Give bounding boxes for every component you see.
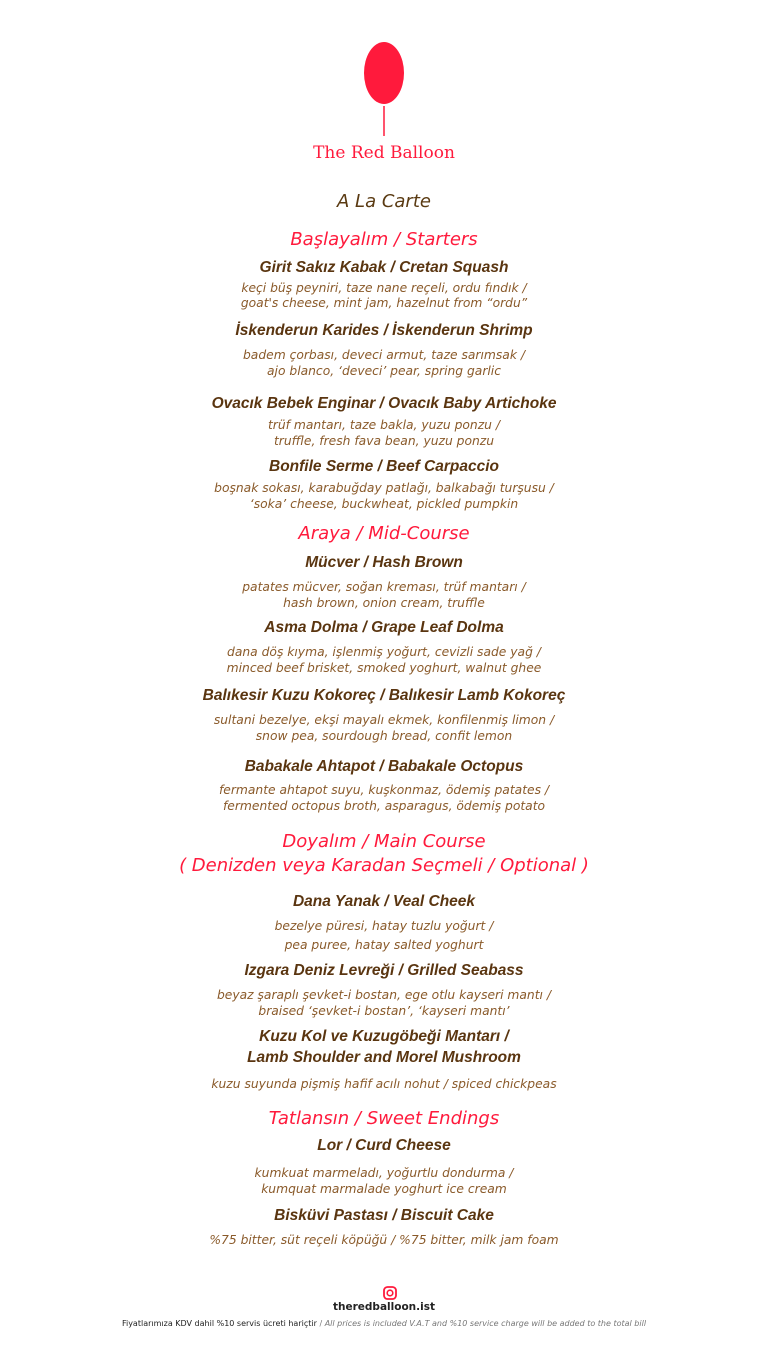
dish-name: Dana Yanak / Veal Cheek — [292, 893, 476, 910]
section-title: Tatlansın / Sweet Endings — [268, 1108, 500, 1129]
dish-desc: boşnak sokası, karabuğday patlağı, balkabağı turşusu / — [214, 481, 554, 495]
dish-desc: braised ‘şevket-i bostan’, ‘kayseri mantı’ — [258, 1004, 510, 1018]
dish-desc: pea puree, hatay salted yoghurt — [284, 938, 484, 952]
dish-name: Ovacık Bebek Enginar / Ovacık Baby Artichoke — [211, 395, 557, 412]
dish-name: Babakale Ahtapot / Babakale Octopus — [244, 758, 524, 775]
dish-desc: goat's cheese, mint jam, hazelnut from “ordu” — [240, 296, 528, 310]
dish-name: İskenderun Karides / İskenderun Shrimp — [235, 322, 533, 339]
section-subtitle: ( Denizden veya Karadan Seçmeli / Optional ) — [179, 855, 589, 876]
price-note-en: All prices is included V.A.T and %10 service charge will be added to the total bill — [324, 1319, 647, 1328]
dish-name: Lamb Shoulder and Morel Mushroom — [247, 1049, 521, 1066]
dish-name: Bisküvi Pastası / Biscuit Cake — [274, 1207, 494, 1224]
dish-name: Mücver / Hash Brown — [305, 554, 463, 571]
dish-desc: fermented octopus broth, asparagus, ödemiş potato — [222, 799, 546, 813]
dish-desc: keçi büş peyniri, taze nane reçeli, ordu fındık / — [241, 281, 527, 295]
menu-title: A La Carte — [337, 191, 431, 212]
dish-name: Girit Sakız Kabak / Cretan Squash — [259, 259, 509, 276]
dish-name: Balıkesir Kuzu Kokoreç / Balıkesir Lamb Kokoreç — [202, 687, 566, 704]
dish-desc: dana döş kıyma, işlenmiş yoğurt, cevizli sade yağ / — [227, 645, 541, 659]
dish-desc: sultani bezelye, ekşi mayalı ekmek, konfilenmiş limon / — [213, 713, 555, 727]
dish-desc: %75 bitter, süt reçeli köpüğü / %75 bitter, milk jam foam — [209, 1233, 559, 1247]
dish-desc: kumquat marmalade yoghurt ice cream — [261, 1182, 507, 1196]
brand-name: The Red Balloon — [313, 143, 455, 163]
dish-desc: trüf mantarı, taze bakla, yuzu ponzu / — [267, 418, 501, 432]
dish-name: Kuzu Kol ve Kuzugöbeği Mantarı / — [259, 1028, 509, 1045]
dish-desc: hash brown, onion cream, truffle — [283, 596, 485, 610]
dish-desc: patates mücver, soğan kreması, trüf mantarı / — [242, 580, 526, 594]
section-title: Doyalım / Main Course — [282, 831, 486, 852]
dish-desc: beyaz şaraplı şevket-i bostan, ege otlu kayseri mantı / — [216, 988, 552, 1002]
dish-desc: snow pea, sourdough bread, confit lemon — [255, 729, 513, 743]
dish-desc: truffle, fresh fava bean, yuzu ponzu — [273, 434, 495, 448]
dish-name: Lor / Curd Cheese — [317, 1137, 451, 1154]
instagram-handle[interactable]: theredballoon.ist — [333, 1301, 435, 1313]
balloon-icon — [360, 40, 408, 140]
instagram-icon[interactable] — [383, 1286, 397, 1300]
dish-name: Asma Dolma / Grape Leaf Dolma — [264, 619, 504, 636]
price-note-tr: Fiyatlarımıza KDV dahil %10 servis ücreti hariçtir — [121, 1319, 317, 1328]
dish-desc: badem çorbası, deveci armut, taze sarımsak / — [242, 348, 526, 362]
price-note — [0, 1318, 768, 1330]
dish-desc: ajo blanco, ‘deveci’ pear, spring garlic — [267, 364, 501, 378]
section-title: Başlayalım / Starters — [290, 229, 478, 250]
dish-desc: kuzu suyunda pişmiş hafif acılı nohut / spiced chickpeas — [211, 1077, 557, 1091]
dish-name: Izgara Deniz Levreği / Grilled Seabass — [244, 962, 524, 979]
dish-name: Bonfile Serme / Beef Carpaccio — [269, 458, 499, 475]
dish-desc: fermante ahtapot suyu, kuşkonmaz, ödemiş patates / — [218, 783, 550, 797]
separator: / — [316, 1319, 325, 1328]
dish-desc: kumkuat marmeladı, yoğurtlu dondurma / — [254, 1166, 514, 1180]
section-title: Araya / Mid-Course — [298, 523, 470, 544]
dish-desc: bezelye püresi, hatay tuzlu yoğurt / — [274, 919, 494, 933]
dish-desc: minced beef brisket, smoked yoghurt, walnut ghee — [226, 661, 542, 675]
dish-desc: ‘soka’ cheese, buckwheat, pickled pumpkin — [249, 497, 519, 511]
